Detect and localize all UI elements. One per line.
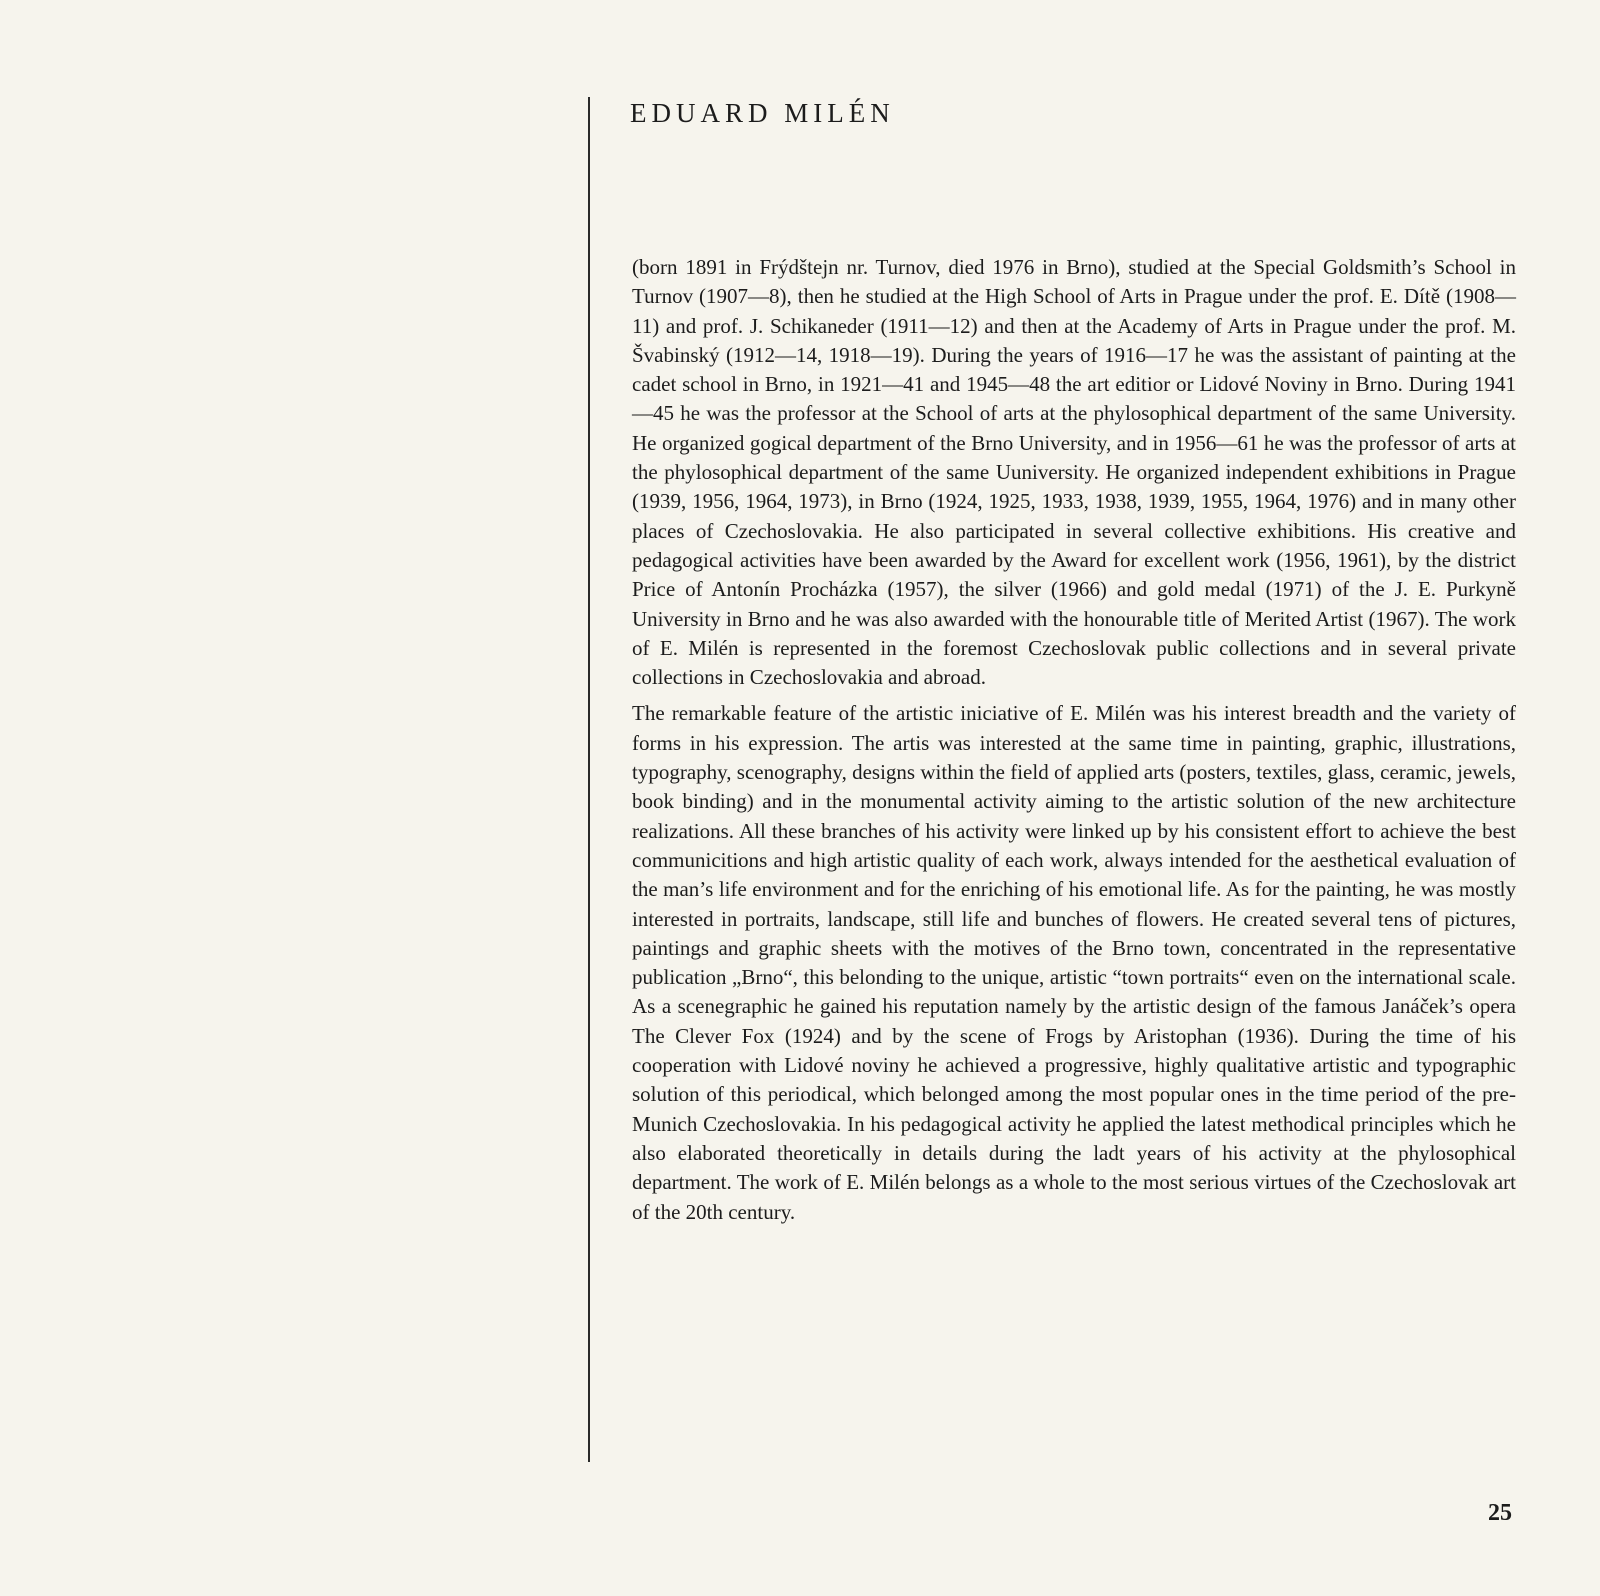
biography-paragraph: (born 1891 in Frýdštejn nr. Turnov, died 1976 in Brno), studied at the Special Goldsmith’s School in Turnov (1907—8), then he studied at the High School of Arts in Prague under the prof. E. Dítě (1908—11) and prof. J. Schikaneder (1911—12) and then at the Academy of Arts in Prague under the prof. M. Švabinský (1912—14, 1918—19). During the years of 1916—17 he was the assistant of painting at the cadet school in Brno, in 1921—41 and 1945—48 the art editior or Lidové Noviny in Brno. During 1941—45 he was the professor at the School of arts at the phylosophical department of the same University. He organized gogical department of the Brno University, and in 1956—61 he was the professor of arts at the phylosophical department of the same Uuniversity. He organized independent exhibitions in Prague (1939, 1956, 1964, 1973), in Brno (1924, 1925, 1933, 1938, 1939, 1955, 1964, 1976) and in many other places of Czechoslovakia. He also participated in several collective exhibitions. His creative and pedagogical activities have been awarded by the Award for excellent work (1956, 1961), by the district Price of Antonín Procházka (1957), the silver (1966) and gold medal (1971) of the J. E. Purkyně University in Brno and he was also awarded with the honourable title of Merited Artist (1967). The work of E. Milén is represented in the foremost Czechoslovak public collections and in several private collections in Czechoslovakia and abroad. xyxy=(632,255,1516,690)
page-number: 25 xyxy=(1488,1500,1512,1526)
description-paragraph: The remarkable feature of the artistic iniciative of E. Milén was his interest breadth and the variety of forms in his expression. The artis was interested at the same time in painting, graphic, illustrations, typography, scenography, designs within the field of applied arts (posters, textiles, glass, ceramic, jewels, book binding) and in the monumental activity aiming to the artistic solution of the new architecture realizations. All these branches of his activity were linked up by his consistent effort to achieve the best communicitions and high artistic quality of each work, always intended for the aesthetical evaluation of the man’s life environment and for the enriching of his emotional life. As for the painting, he was mostly interested in portraits, landscape, still life and bunches of flowers. He created several tens of pictures, paintings and graphic sheets with the motives of the Brno town, concentrated in the representative publication „Brno“, this belonding to the unique, artistic “town portraits“ even on the international scale. As a scenegraphic he gained his reputation namely by the artistic design of the famous Janáček’s opera The Clever Fox (1924) and by the scene of Frogs by Aristophan (1936). During the time of his cooperation with Lidové noviny he achieved a progressive, highly qualitative artistic and typographic solution of this periodical, which belonged among the most popular ones in the time period of the pre-Munich Czechoslovakia. In his pedagogical activity he applied the latest methodical principles which he also elaborated theoretically in details during the ladt years of his activity at the phylosophical department. The work of E. Milén belongs as a whole to the most serious virtues of the Czechoslovak art of the 20th century. xyxy=(632,701,1516,1224)
body-text xyxy=(632,253,1516,1234)
vertical-rule xyxy=(588,97,590,1462)
page-title: EDUARD MILÉN xyxy=(630,98,895,128)
